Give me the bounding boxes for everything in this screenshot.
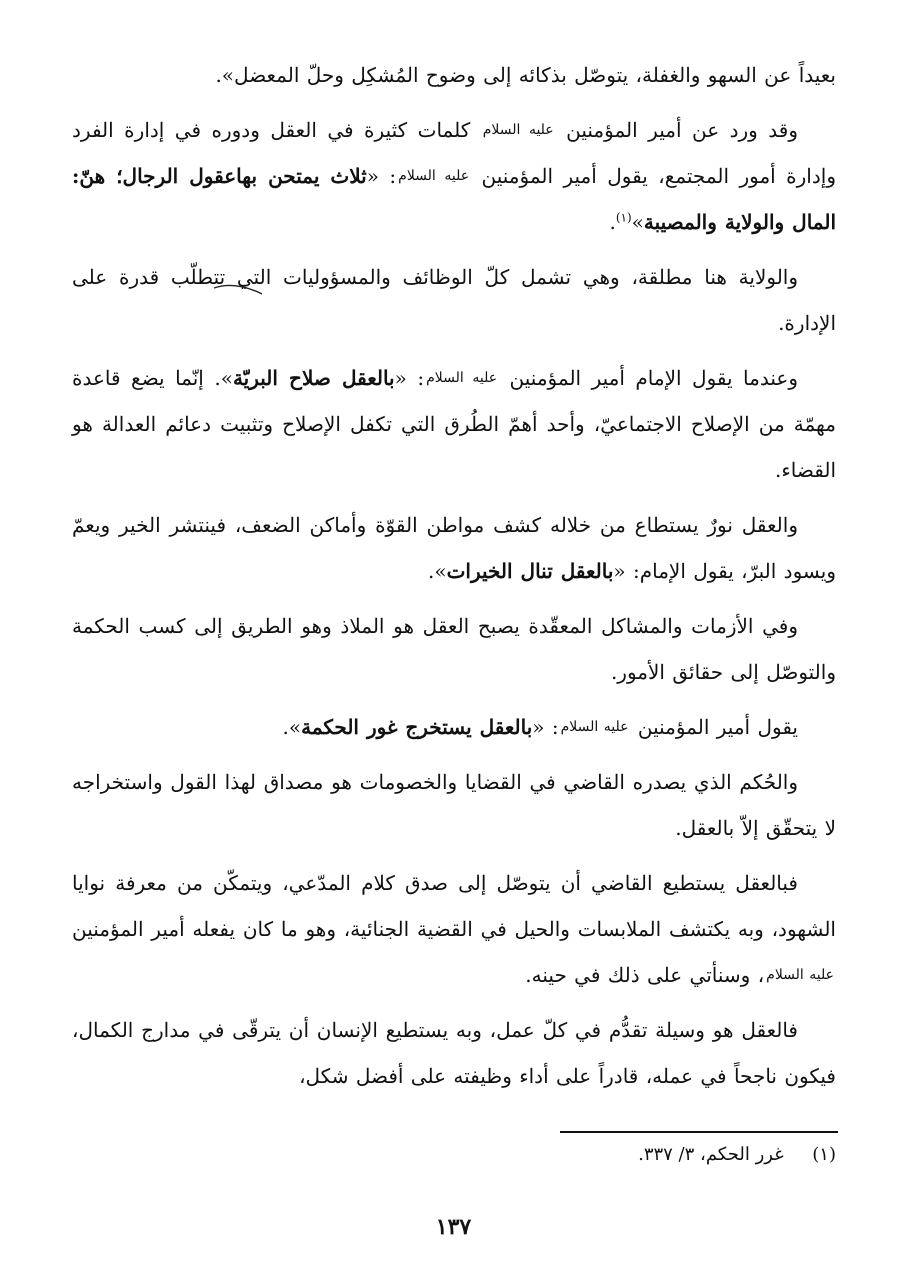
paragraph-text: . xyxy=(609,210,616,234)
footnote-reference: (١) xyxy=(615,210,632,225)
paragraph xyxy=(72,254,836,346)
paragraph-text: ». xyxy=(282,715,302,739)
paragraph-text: بعيداً عن السهو والغفلة، يتوصّل بذكائه إلى وضوح المُشكِل وحلّ المعضل». xyxy=(215,63,836,87)
paragraph-text: ، وسنأتي على ذلك في حينه. xyxy=(525,963,765,987)
quoted-saying: بالعقل يستخرج غور الحكمة xyxy=(301,715,533,739)
paragraph xyxy=(72,860,836,998)
paragraph xyxy=(72,704,836,750)
paragraph-text: » xyxy=(631,210,644,234)
paragraph-text: والولاية هنا مطلقة، وهي تشمل كلّ الوظائف والمسؤوليات التي تتطلّب قدرة على الإدارة. xyxy=(72,265,836,335)
paragraph-text: فبالعقل يستطيع القاضي أن يتوصّل إلى صدق كلام المدّعي، ويتمكّن من معرفة نوايا الشهود، وبه يكتشف الملابسات والحيل في القضية الجنائية، وهو ما كان يفعله أمير المؤمنين xyxy=(72,871,836,941)
footnote xyxy=(380,1140,836,1170)
quoted-saying: بالعقل تنال الخيرات xyxy=(446,559,614,583)
paragraph xyxy=(72,759,836,851)
paragraph-text: يقول أمير المؤمنين xyxy=(630,715,798,739)
honorific-glyph: عليه السلام xyxy=(560,719,629,735)
paragraph-text: فالعقل هو وسيلة تقدُّم في كلّ عمل، وبه يستطيع الإنسان أن يترقّى في مدارج الكمال، فيكون ناجحاً في عمله، قادراً على أداء وظيفته على أفضل شكل، xyxy=(72,1018,836,1088)
paragraph-text: ». xyxy=(427,559,447,583)
paragraph-text: وعندما يقول الإمام أمير المؤمنين xyxy=(499,366,798,390)
paragraph-text: : « xyxy=(532,715,559,739)
paragraph-text: كلمات كثيرة في العقل ودوره في إدارة الفرد وإدارة أمور المجتمع، يقول أمير المؤمنين xyxy=(72,118,836,188)
honorific-glyph: عليه السلام xyxy=(398,168,470,184)
paragraph-text: وقد ورد عن أمير المؤمنين xyxy=(555,118,798,142)
footnote-text: غرر الحكم، ٣/ ٣٣٧. xyxy=(638,1144,784,1165)
footnote-divider xyxy=(560,1131,838,1133)
paragraph-text: وفي الأزمات والمشاكل المعقّدة يصبح العقل هو الملاذ وهو الطريق إلى كسب الحكمة والتوصّل إلى حقائق الأمور. xyxy=(72,614,836,684)
paragraph xyxy=(72,502,836,594)
paragraph-text: والعقل نورٌ يستطاع من خلاله كشف مواطن القوّة وأماكن الضعف، فينتشر الخير ويعمّ ويسود البرّ، يقول الإمام: « xyxy=(72,513,836,583)
quoted-saying: بالعقل صلاح البريّة xyxy=(232,366,395,390)
paragraph xyxy=(72,1007,836,1099)
honorific-glyph: عليه السلام xyxy=(766,967,834,983)
page-body xyxy=(72,52,836,1108)
paragraph xyxy=(72,355,836,493)
paragraph xyxy=(72,603,836,695)
quoted-saying: ثلاث يمتحن بهاعقول الرجال؛ هنّ: المال والولاية والمصيبة xyxy=(72,164,836,234)
honorific-glyph: عليه السلام xyxy=(426,370,498,386)
honorific-glyph: عليه السلام xyxy=(482,122,554,138)
page-number: ١٣٧ xyxy=(435,1214,472,1240)
paragraph xyxy=(72,52,836,98)
handwritten-underline-mark xyxy=(212,282,264,296)
footnote-number: (١) xyxy=(812,1144,836,1165)
paragraph-text: والحُكم الذي يصدره القاضي في القضايا والخصومات هو مصداق لهذا القول واستخراجه لا يتحقّق إلاّ بالعقل. xyxy=(72,770,836,840)
paragraph-text: ». إنّما يضع قاعدة مهمّة من الإصلاح الاجتماعيّ، وأحد أهمّ الطُرق التي تكفل الإصلاح وتثبيت دعائم العدالة هو القضاء. xyxy=(72,366,836,482)
paragraph xyxy=(72,107,836,245)
paragraph-text: : « xyxy=(366,164,397,188)
paragraph-text: : « xyxy=(394,366,425,390)
